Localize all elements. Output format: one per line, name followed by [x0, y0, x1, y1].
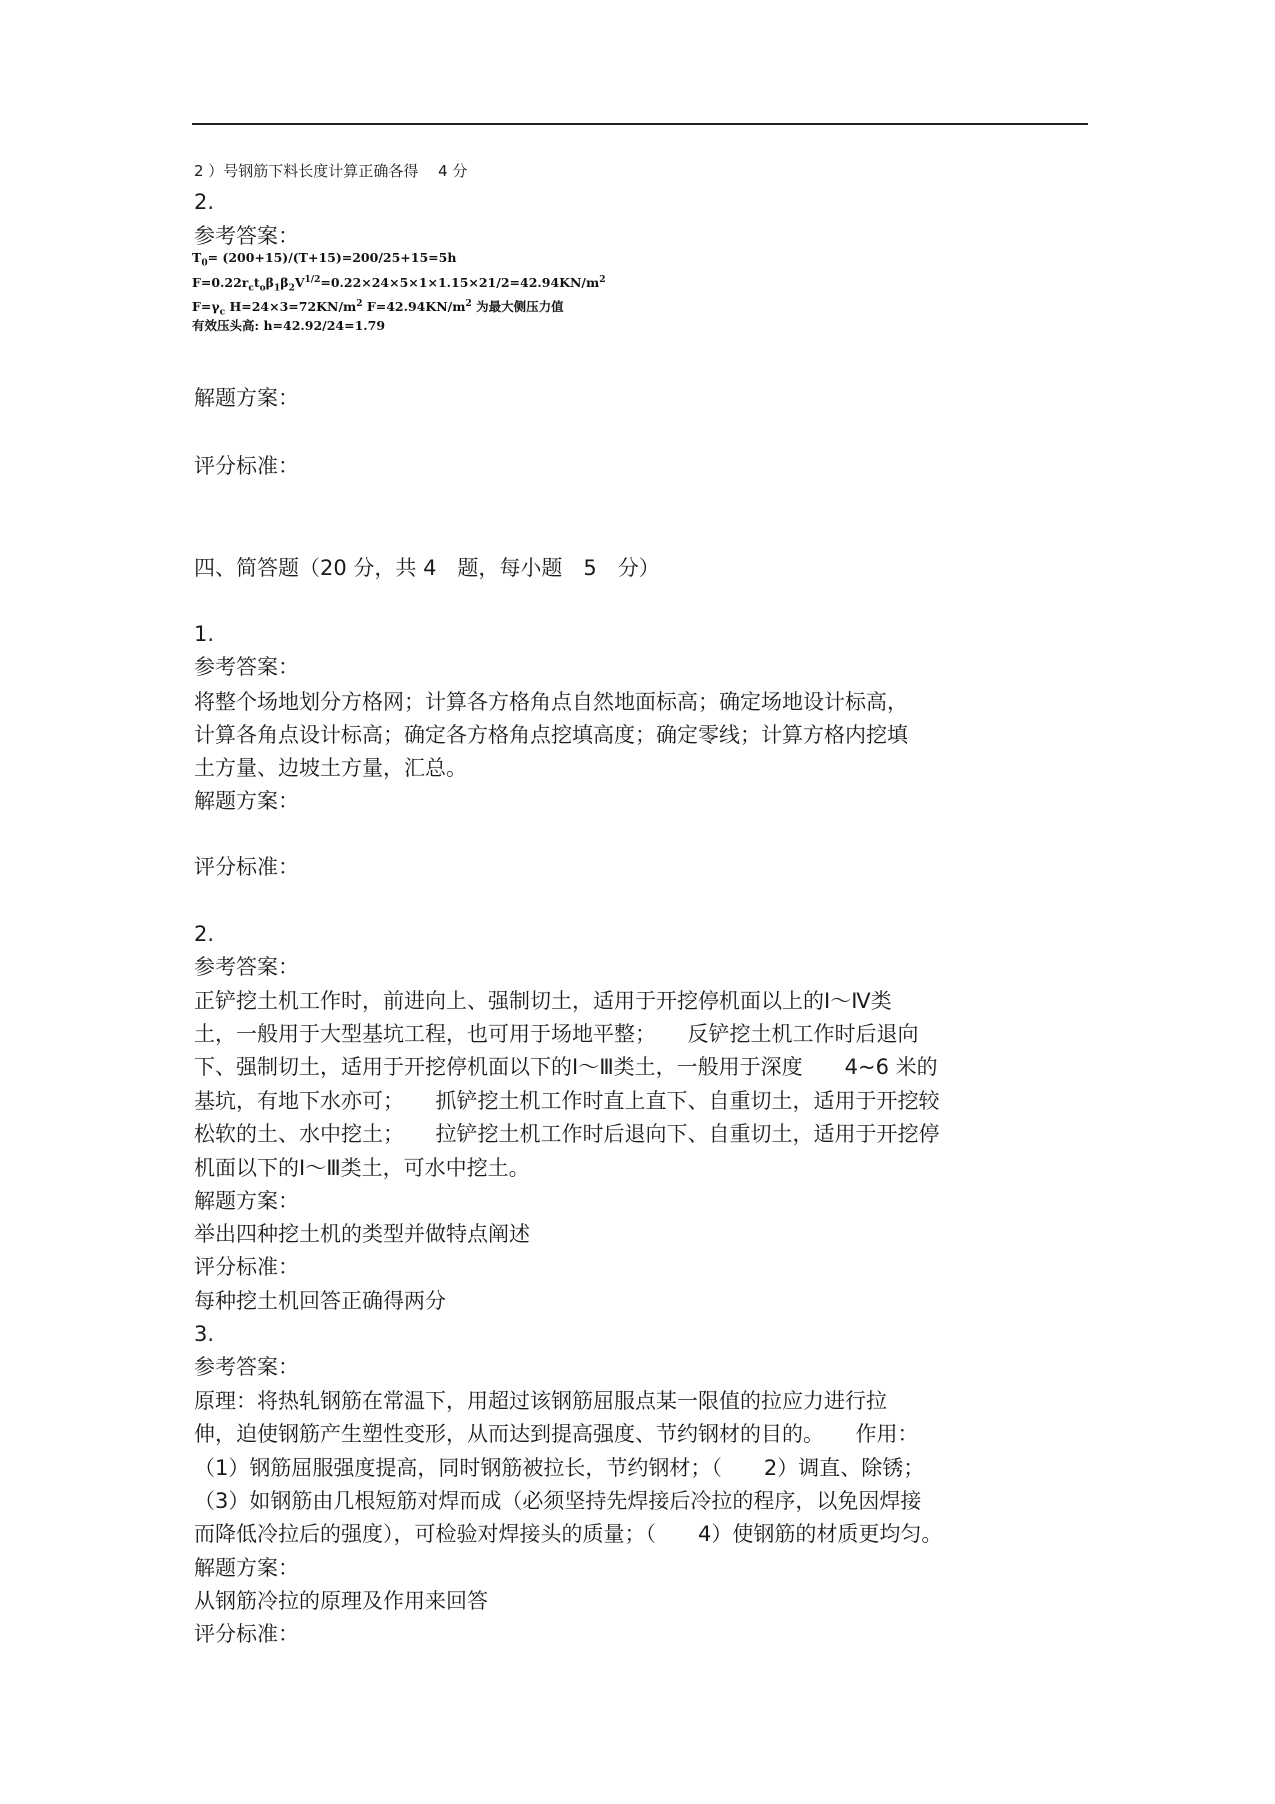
answer-label: 参考答案：: [194, 655, 299, 679]
answer-line: 正铲挖土机工作时，前进向上、强制切土，适用于开挖停机面以上的Ⅰ～Ⅳ类: [194, 989, 892, 1013]
answer-line: 土，一般用于大型基坑工程，也可用于场地平整； 反铲挖土机工作时后退向: [194, 1022, 919, 1046]
header-rule: [192, 123, 1088, 125]
answer-line: 原理：将热轧钢筋在常温下，用超过该钢筋屈服点某一限值的拉应力进行拉: [194, 1389, 887, 1413]
answer-label: 参考答案：: [194, 224, 299, 248]
answer-line: 伸，迫使钢筋产生塑性变形，从而达到提高强度、节约钢材的目的。 作用：: [194, 1422, 919, 1446]
answer-line: 机面以下的Ⅰ～Ⅲ类土，可水中挖土。: [194, 1156, 530, 1180]
question-number: 1.: [194, 622, 215, 646]
formula-line-3: $F=\gamma_c$ $H=24\times 3=72KN/m^2$ $F=42.94KN/m^2$ 为最大侧压力值: [192, 299, 564, 318]
answer-line: （3）如钢筋由几根短筋对焊而成（必须坚持先焊接后冷拉的程序，以免因焊接: [194, 1489, 922, 1513]
solution-text: 举出四种挖土机的类型并做特点阐述: [194, 1222, 530, 1246]
answer-label: 参考答案：: [194, 1355, 299, 1379]
answer-line: 基坑，有地下水亦可； 抓铲挖土机工作时直上直下、自重切土，适用于开挖较: [194, 1089, 940, 1113]
criteria-text: 每种挖土机回答正确得两分: [194, 1289, 446, 1313]
question-number: 2.: [194, 190, 215, 214]
formula-line-2: $F=0.22r_ct_o\beta_1\beta_2V^{1/2}=0.22\times 24\times 5\times 1\times 1.15\times 21/2=42.94KN/m^2$: [192, 275, 606, 294]
answer-line: 下、强制切土，适用于开挖停机面以下的Ⅰ～Ⅲ类土，一般用于深度 4~6 米的: [194, 1055, 938, 1079]
answer-line: （1）钢筋屈服强度提高，同时钢筋被拉长，节约钢材；（ 2）调直、除锈；: [194, 1456, 925, 1480]
criteria-label: 评分标准：: [194, 855, 299, 879]
criteria-label: 评分标准：: [194, 1255, 299, 1279]
score-note: 2 ）号钢筋下料长度计算正确各得 4 分: [194, 162, 468, 180]
answer-label: 参考答案：: [194, 955, 299, 979]
solution-label: 解题方案：: [194, 1556, 299, 1580]
criteria-label: 评分标准：: [194, 1622, 299, 1646]
answer-line: 计算各角点设计标高；确定各方格角点挖填高度；确定零线；计算方格内挖填: [194, 723, 908, 747]
formula-line-1: $T_0= (200+15)/(T+15)=200/25+15=5h$: [192, 250, 457, 269]
section-title: 四、简答题（20 分，共 4 题，每小题 5 分）: [194, 556, 660, 580]
answer-line: 将整个场地划分方格网；计算各方格角点自然地面标高；确定场地设计标高，: [194, 690, 908, 714]
formula-image: [192, 250, 612, 338]
answer-line: 土方量、边坡土方量，汇总。: [194, 756, 467, 780]
formula-line-4: 有效压头高: h=42.92/24=1.79: [192, 318, 386, 333]
answer-line: 松软的土、水中挖土； 拉铲挖土机工作时后退向下、自重切土，适用于开挖停: [194, 1122, 940, 1146]
solution-label: 解题方案：: [194, 386, 299, 410]
criteria-label: 评分标准：: [194, 454, 299, 478]
solution-label: 解题方案：: [194, 789, 299, 813]
answer-line: 而降低冷拉后的强度），可检验对焊接头的质量；（ 4）使钢筋的材质更均匀。: [194, 1522, 943, 1546]
question-number: 2.: [194, 922, 215, 946]
question-number: 3.: [194, 1322, 215, 1346]
solution-label: 解题方案：: [194, 1189, 299, 1213]
solution-text: 从钢筋冷拉的原理及作用来回答: [194, 1589, 488, 1613]
